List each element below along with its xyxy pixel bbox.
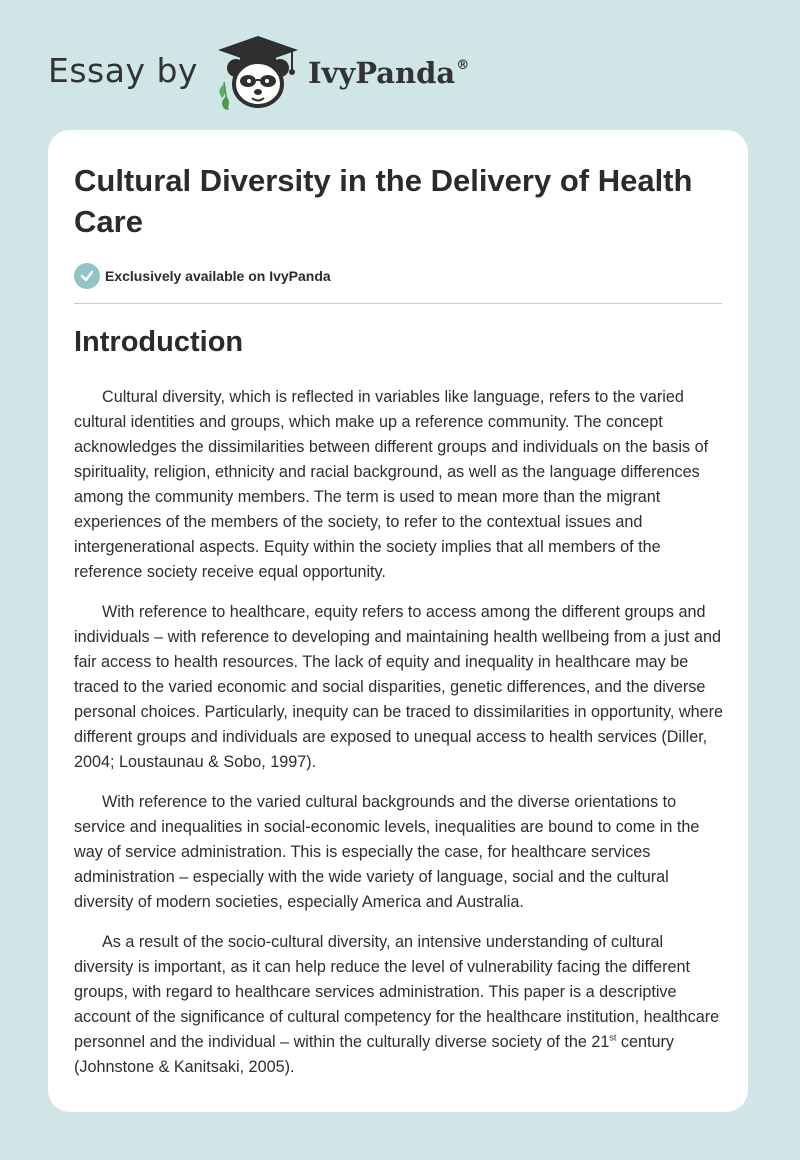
article-body: [74, 385, 724, 1095]
paragraph: With reference to healthcare, equity refers to access among the different groups and individuals – with reference to developing and maintaining health wellbeing from a just and fair access to health resources. The lack of equity and inequality in healthcare may be traced to the varied economic and social disparities, genetic differences, and the diverse personal choices. Particularly, inequity can be traced to dissimilarities in opportunity, where different groups and individuals are exposed to unequal access to health services (Diller, 2004; Loustaunau & Sobo, 1997).: [74, 603, 724, 771]
essay-by-label: Essay by: [48, 50, 198, 90]
check-circle-icon: [74, 263, 100, 289]
panda-logo-icon[interactable]: [212, 32, 304, 112]
paragraph: Cultural diversity, which is reflected in variables like language, refers to the varied cultural identities and groups, which make up a reference community. The concept acknowledges the dissimilarities between different groups and individuals on the basis of spirituality, religion, ethnicity and racial background, as well as the language differences among the community members. The term is used to mean more than the migrant experiences of the members of the society, to refer to the contextual issues and intergenerational aspects. Equity within the society implies that all members of the reference society receive equal opportunity.: [74, 388, 709, 581]
badge-text: Exclusively available on IvyPanda: [105, 268, 331, 284]
divider: [74, 303, 722, 304]
article-title: Cultural Diversity in the Delivery of Health Care: [74, 163, 693, 239]
paragraph: With reference to the varied cultural backgrounds and the diverse orientations to service and inequalities in social-economic levels, inequalities are bound to come in the way of service administration. This is especially the case, for healthcare services administration – especially with the wide variety of language, social and the cultural diversity of modern societies, especially America and Australia.: [74, 793, 700, 911]
brand-header: [48, 32, 469, 112]
paragraph: As a result of the socio-cultural diversity, an intensive understanding of cultural diversity is important, as it can help reduce the level of vulnerability facing the different groups, with regard to healthcare services administration. This paper is a descriptive account of the significance of cultural competency for the healthcare institution, healthcare personnel and the individual – within the culturally diverse society of the 21st century (Johnstone & Kanitsaki, 2005).: [74, 933, 720, 1076]
section-heading: Introduction: [74, 326, 244, 358]
brand-name[interactable]: IvyPanda®: [307, 56, 470, 90]
exclusive-badge: [74, 263, 331, 289]
article-card: [48, 130, 748, 1112]
